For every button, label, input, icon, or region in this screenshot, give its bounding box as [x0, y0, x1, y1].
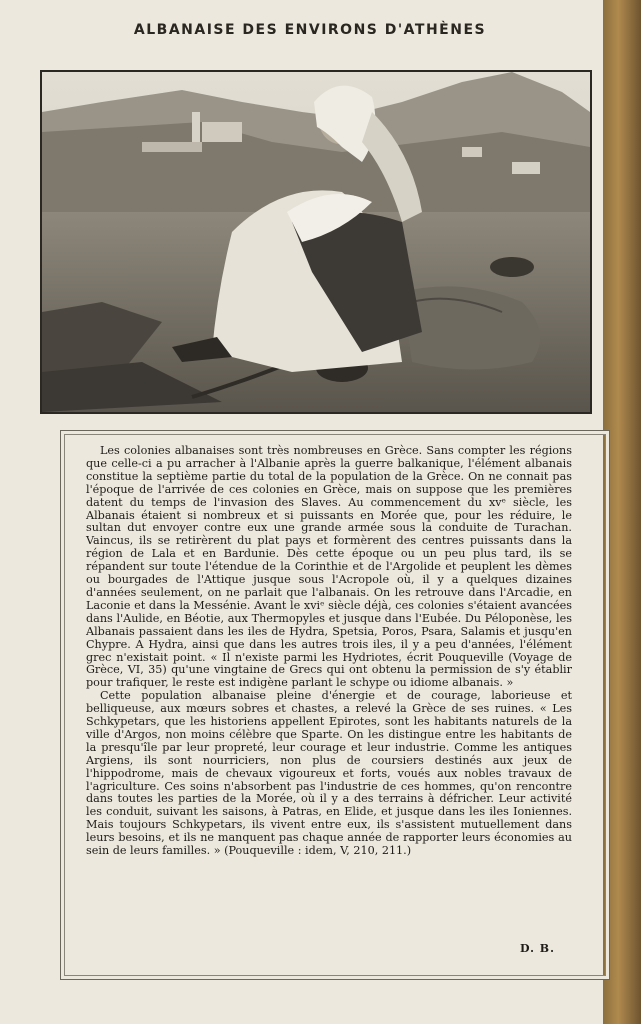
page-title: ALBANAISE DES ENVIRONS D'ATHÈNES	[133, 22, 487, 38]
illustration-albanian-woman	[40, 70, 592, 414]
article-paragraph: Cette population albanaise pleine d'énergie et de courage, laborieuse et belliqueuse, aux mœurs sobres et chastes, a relevé la Grèce de ses ruines. « Les Schkypetars, que les historiens appellent Epirotes, sont les habitants naturels de la ville d'Argos, non moins célèbre que Sparte. On les distingue entre les habitants de la presqu'île par leur propreté, leur courage et leur industrie. Comme les antiques Argiens, ils sont nourriciers, non plus de coursiers destinés aux jeux de l'hippodrome, mais de chevaux vigoureux et forts, voués aux nobles travaux de l'agriculture. Ces soins n'absorbent pas l'industrie de ces hommes, qu'on rencontre dans toutes les parties de la Morée, où il y a des terrains à défricher. Leur activité les conduit, suivant les saisons, à Patras, en Elide, et jusque dans les iles Ioniennes. Mais toujours Schkypetars, ils vivent entre eux, ils s'assistent mutuellement dans leurs besoins, et ils ne manquent pas chaque année de rapporter leurs économies au sein de leurs familles. » (Pouqueville : idem, V, 210, 211.)	[86, 689, 572, 858]
author-signature: D. B.	[520, 942, 555, 955]
article-paragraph: Les colonies albanaises sont très nombreuses en Grèce. Sans compter les régions que celle-ci a pu arracher à l'Albanie après la guerre balkanique, l'élément albanais constitue la septième partie du total de la population de la Grèce. On ne connait pas l'époque de l'arrivée de ces colonies en Grèce, mais on suppose que les premières datent du temps de l'invasion des Slaves. Au commencement du xvᵉ siècle, les Albanais étaient si nombreux et si puissants en Morée que, pour les réduire, le sultan dut envoyer contre eux une grande armée sous la conduite de Turachan. Vaincus, ils se retirèrent du plat pays et formèrent des centres puissants dans la région de Lala et en Bardunie. Dès cette époque ou un peu plus tard, ils se répandent sur toute l'étendue de la Corinthie et de l'Argolide et peuplent les dèmes ou bourgades de l'Attique jusque sous l'Acropole où, il y a quelques dizaines d'années seulement, on ne parlait que l'albanais. On les retrouve dans l'Arcadie, en Laconie et dans la Messénie. Avant le xviᵉ siècle déjà, ces colonies s'étaient avancées dans l'Aulide, en Béotie, aux Thermopyles et jusque dans l'Eubée. Du Péloponèse, les Albanais passaient dans les iles de Hydra, Spetsia, Poros, Psara, Salamis et jusqu'en Chypre. A Hydra, ainsi que dans les autres trois iles, il y a peu d'années, l'élément grec n'existait point. « Il n'existe parmi les Hydriotes, écrit Pouqueville (Voyage de Grèce, VI, 35) qu'une vingtaine de Grecs qui ont obtenu la permission de s'y établir pour trafiquer, le reste est indigène parlant le schype ou idiome albanais. »	[86, 444, 572, 690]
article-body	[86, 445, 572, 858]
